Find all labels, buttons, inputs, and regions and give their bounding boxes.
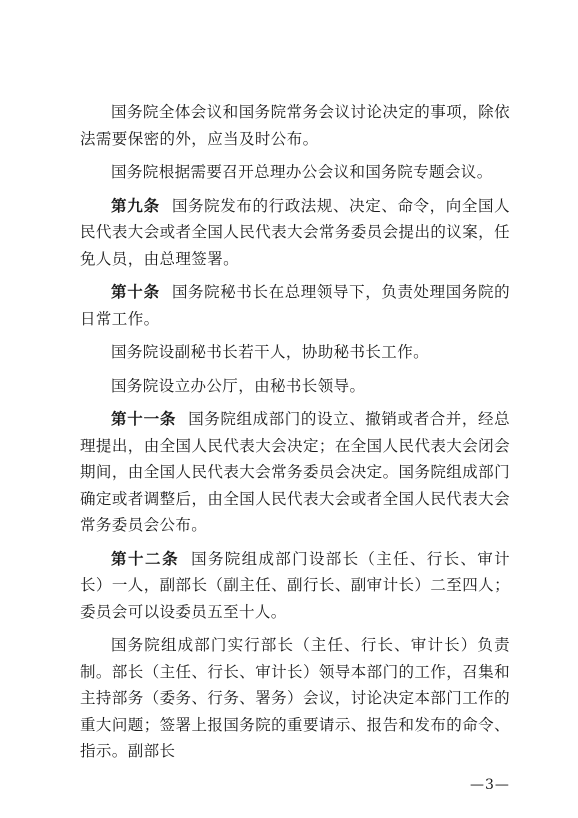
paragraph-article-10 (80, 279, 510, 332)
page-number: —3— (470, 777, 510, 793)
article-heading: 第九条 (111, 195, 160, 215)
document-body (80, 99, 510, 772)
paragraph-article-12 (80, 546, 510, 626)
paragraph-text: 国务院全体会议和国务院常务会议讨论决定的事项，除依法需要保密的外，应当及时公布。 (80, 103, 510, 148)
paragraph-text: 国务院组成部门的设立、撤销或者合并，经总理提出，由全国人民代表大会决定；在全国人民代表大会闭会期间，由全国人民代表大会常务委员会决定。国务院组成部门确定或者调整后，由全国人民代表大会或者全国人民代表大会常务委员会公布。 (80, 410, 510, 534)
article-heading: 第十条 (111, 282, 160, 301)
paragraph-2 (80, 159, 510, 186)
paragraph-text: 国务院秘书长在总理领导下，负责处理国务院的日常工作。 (80, 283, 510, 328)
paragraph-text: 国务院设立办公厅，由秘书长领导。 (111, 376, 366, 395)
paragraph-9 (80, 632, 510, 765)
paragraph-article-11 (80, 406, 510, 539)
paragraph-text: 国务院组成部门设部长（主任、行长、审计长）一人，副部长（副主任、副行长、副审计长）二至四人；委员会可以设委员五至十人。 (80, 549, 510, 621)
paragraph-5 (80, 339, 510, 366)
paragraph-text: 国务院设副秘书长若干人，协助秘书长工作。 (111, 343, 430, 361)
paragraph-text: 国务院发布的行政法规、决定、命令，向全国人民代表大会或者全国人民代表大会常务委员会提出的议案，任免人员，由总理签署。 (80, 196, 510, 268)
paragraph-1 (80, 99, 510, 152)
paragraph-6 (80, 373, 510, 400)
article-heading: 第十二条 (111, 548, 180, 568)
paragraph-text: 国务院组成部门实行部长（主任、行长、审计长）负责制。部长（主任、行长、审计长）领导本部门的工作，召集和主持部务（委务、行务、署务）会议，讨论决定本部门工作的重大问题；签署上报国务院的重要请示、报告和发布的命令、指示。副部长 (80, 636, 510, 760)
article-heading: 第十一条 (111, 409, 177, 428)
paragraph-text: 国务院根据需要召开总理办公会议和国务院专题会议。 (111, 163, 493, 181)
paragraph-article-9 (80, 193, 510, 273)
